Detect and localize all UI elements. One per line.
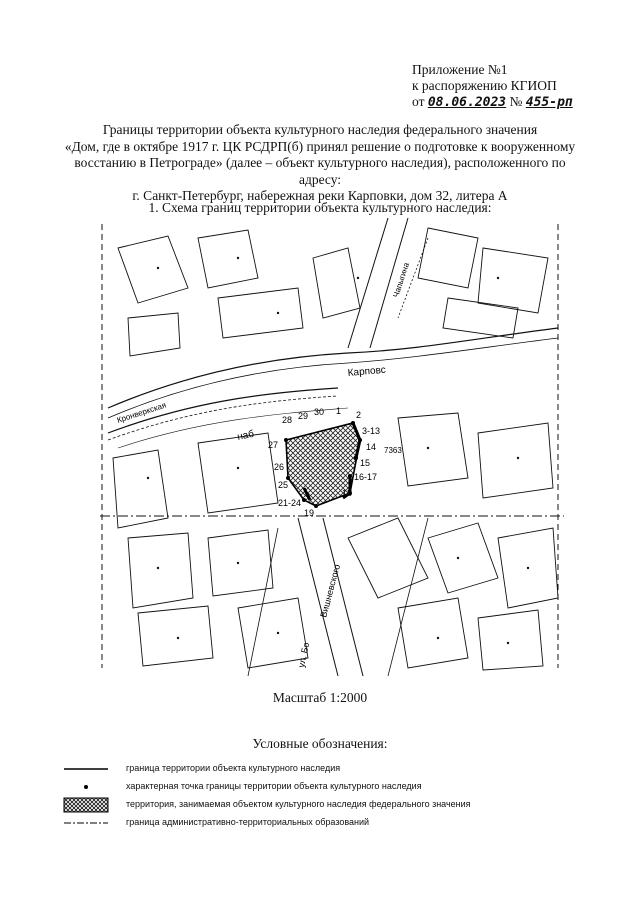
point-label-19: 19 <box>304 508 315 518</box>
title-line-3: восстанию в Петрограде» (далее – объект культурного наследия), расположенного по адресу: <box>74 155 566 187</box>
point-label-27: 27 <box>268 440 279 450</box>
legend-item-territory <box>62 796 582 814</box>
street-label-vishnevskogo: Вишневского <box>318 563 343 619</box>
point-label-29: 29 <box>298 411 309 421</box>
map-scale: Масштаб 1:2000 <box>272 690 368 705</box>
number-prefix: № <box>509 94 523 109</box>
point-dot-icon <box>62 778 110 796</box>
appendix-order-label: к распоряжению КГИОП <box>412 78 557 93</box>
legend-text-admin-border: граница административно-территориальных образований <box>126 817 370 827</box>
point-label-18: 18 <box>342 488 353 498</box>
point-label-15: 15 <box>360 458 371 468</box>
street-label-ul-bo: ул. Бо <box>296 641 312 669</box>
street-label-karpovka: Карповс <box>347 364 387 379</box>
legend-item-boundary <box>62 760 582 778</box>
title-line-1: Границы территории объекта культурного наследия федерального значения <box>102 122 538 137</box>
street-label-kronverkskaya: Кронверкская <box>115 400 168 425</box>
legend-title: Условные обозначения: <box>252 736 388 751</box>
appendix-label: Приложение №1 <box>412 62 508 77</box>
legend-item-admin-border <box>62 814 582 832</box>
document-title <box>60 122 580 205</box>
misc-label-7363: 7363 <box>384 446 402 455</box>
point-label-28: 28 <box>282 415 293 425</box>
legend-item-point <box>62 778 582 796</box>
point-label-14: 14 <box>366 442 377 452</box>
legend-text-territory: территория, занимаемая объектом культурного наследия федерального значения <box>126 799 471 809</box>
point-label-25: 25 <box>278 480 289 490</box>
legend-text-boundary: граница территории объекта культурного наследия <box>126 763 341 773</box>
title-line-4: г. Санкт-Петербург, набережная реки Карповки, дом 32, литера А <box>132 188 508 203</box>
handwritten-date: 08.06.2023 <box>427 95 507 110</box>
title-line-2: «Дом, где в октябре 1917 г. ЦК РСДРП(б) принял решение о подготовке к вооруженному <box>64 138 576 154</box>
cadastral-map <box>98 218 566 676</box>
admin-border-line-icon <box>62 814 110 832</box>
point-label-26: 26 <box>274 462 285 472</box>
point-label-30: 30 <box>314 407 325 417</box>
handwritten-number: 455-рп <box>525 95 573 110</box>
street-label-nab: наб <box>236 428 256 443</box>
point-label-16-17: 16-17 <box>354 472 378 482</box>
point-label-2: 2 <box>356 410 362 420</box>
appendix-header <box>412 62 602 111</box>
schema-heading: 1. Схема границ территории объекта культурного наследия: <box>148 200 492 215</box>
point-label-21-24: 21-24 <box>278 498 302 508</box>
hatched-area-icon <box>62 796 110 814</box>
street-label-chapygina: Чапыгина <box>391 261 412 299</box>
appendix-date-line <box>412 94 602 111</box>
boundary-line-icon <box>62 760 110 778</box>
point-label-3-13: 3-13 <box>362 426 381 436</box>
date-prefix: от <box>412 94 425 109</box>
point-label-1: 1 <box>336 406 342 416</box>
legend-text-point: характерная точка границы территории объекта культурного наследия <box>126 781 422 791</box>
